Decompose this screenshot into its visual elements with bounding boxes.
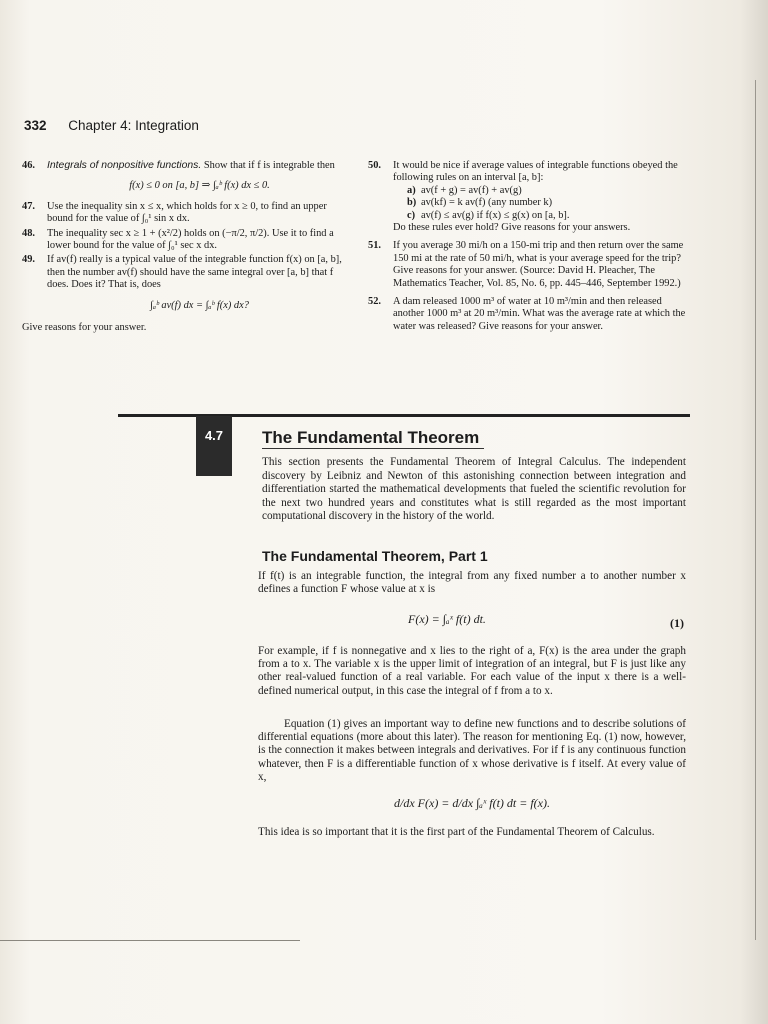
item-text: av(f) ≤ av(g) if f(x) ≤ g(x) on [a, b]. (421, 209, 570, 221)
paragraph-4: This idea is so important that it is the first part of the Fundamental Theorem of Calculus. (258, 826, 655, 838)
page-edge-line (755, 80, 756, 940)
exercise-number: 51. (368, 240, 381, 252)
page-number: 332 (24, 118, 47, 133)
exercises-left-column (22, 160, 352, 334)
exercise-text: It would be nice if average values of integrable functions obeyed the following rules on an interval [a, b]: (393, 160, 678, 184)
exercise-47 (22, 201, 352, 226)
exercise-closing: Do these rules ever hold? Give reasons for your answers. (393, 222, 631, 234)
page-header (24, 118, 199, 133)
section-number-badge: 4.7 (196, 416, 232, 476)
paragraph-3: Equation (1) gives an important way to define new functions and to describe solutions of differential equations (more about this later). The reason for mentioning Eq. (1) now, however, is the connection it makes between integrals and derivatives. For if f is any continuous function whatever, then F is a differentiable function of x whose derivative is f itself. At every value of x, (258, 718, 686, 783)
equation-1-expression: F(x) = ∫ₐˣ f(t) dt. (408, 612, 486, 626)
subheading: The Fundamental Theorem, Part 1 (262, 548, 488, 564)
exercise-text: Use the inequality sin x ≤ x, which holds for x ≥ 0, to find an upper bound for the value of ∫₀¹ sin x dx. (47, 200, 327, 225)
exercise-52 (368, 296, 688, 333)
section-title-underline (262, 448, 484, 449)
exercise-text: Show that if f is integrable then (203, 160, 335, 171)
item-label: b) (407, 197, 417, 209)
chapter-title: Chapter 4: Integration (68, 118, 199, 133)
exercise-number: 46. (22, 160, 35, 171)
exercise-number: 48. (22, 227, 35, 239)
exercise-50-item-b (393, 197, 688, 209)
item-text: av(kf) = k av(f) (any number k) (421, 197, 553, 209)
exercise-text: A dam released 1000 m³ of water at 10 m³/min and then released another 1000 m³ at 20 m³/min. What was the average rate at which the water was released? Give reasons for your answer. (393, 296, 686, 332)
paragraph-2: For example, if f is nonnegative and x lies to the right of a, F(x) is the area under the graph from a to x. The variable x is the upper limit of integration of an integral, but F is just like any other real-valued function of a real variable. For each value of the input x there is a well-defined numerical output, in this case the integral of f from a to x. (258, 645, 686, 697)
exercise-number: 52. (368, 296, 381, 308)
exercise-number: 47. (22, 200, 35, 212)
exercise-50 (368, 160, 688, 234)
equation-2: d/dx F(x) = d/dx ∫ₐˣ f(t) dt = f(x). (394, 796, 550, 810)
exercise-50-item-a (393, 185, 688, 197)
item-label: a) (407, 184, 416, 196)
section-title: The Fundamental Theorem (262, 428, 480, 447)
exercise-number: 50. (368, 160, 381, 171)
exercise-math: f(x) ≤ 0 on [a, b] ⇒ ∫ₐᵇ f(x) dx ≤ 0. (129, 180, 270, 192)
section-intro: This section presents the Fundamental Theorem of Integral Calculus. The independent discovery by Leibniz and Newton of this astonishing connection between integration and differentiation started the mathematical developments that fueled the scientific revolution for the next two hundred years and constitutes what is still regarded as the most important computational discovery in the history of the world. (262, 456, 686, 523)
exercises-right-column (368, 160, 688, 335)
item-text: av(f + g) = av(f) + av(g) (421, 184, 522, 196)
equation-1-tag: (1) (670, 616, 684, 630)
exercise-49 (22, 254, 352, 312)
exercise-48 (22, 228, 352, 253)
exercise-number: 49. (22, 254, 35, 266)
exercise-51 (368, 240, 688, 290)
exercise-closing: Give reasons for your answer. (22, 322, 147, 334)
item-label: c) (407, 209, 416, 221)
exercise-text: The inequality sec x ≥ 1 + (x²/2) holds on (−π/2, π/2). Use it to find a lower bound for the value of ∫₀¹ sec x dx. (47, 227, 334, 252)
exercise-46 (22, 160, 352, 193)
exercise-title: Integrals of nonpositive functions. (47, 160, 202, 171)
exercise-text: If you average 30 mi/h on a 150-mi trip and then return over the same 150 mi at the rate of 50 mi/h, what is your average speed for the trip? Give reasons for your answer. (Source: David H. Pleacher, The Mathematics Teacher, Vol. 85, No. 6, pp. 445–446, September 1992.) (393, 240, 684, 289)
paragraph-1: If f(t) is an integrable function, the integral from any fixed number a to another number x defines a function F whose value at x is (258, 570, 686, 596)
exercise-50-item-c (393, 210, 688, 222)
exercise-math: ∫ₐᵇ av(f) dx = ∫ₐᵇ f(x) dx? (150, 299, 249, 311)
exercise-text: If av(f) really is a typical value of the integrable function f(x) on [a, b], then the number av(f) should have the same integral over [a, b] that f does. Does it? That is, does (47, 254, 342, 291)
equation-1 (258, 612, 686, 634)
page-bottom-line (0, 940, 300, 941)
